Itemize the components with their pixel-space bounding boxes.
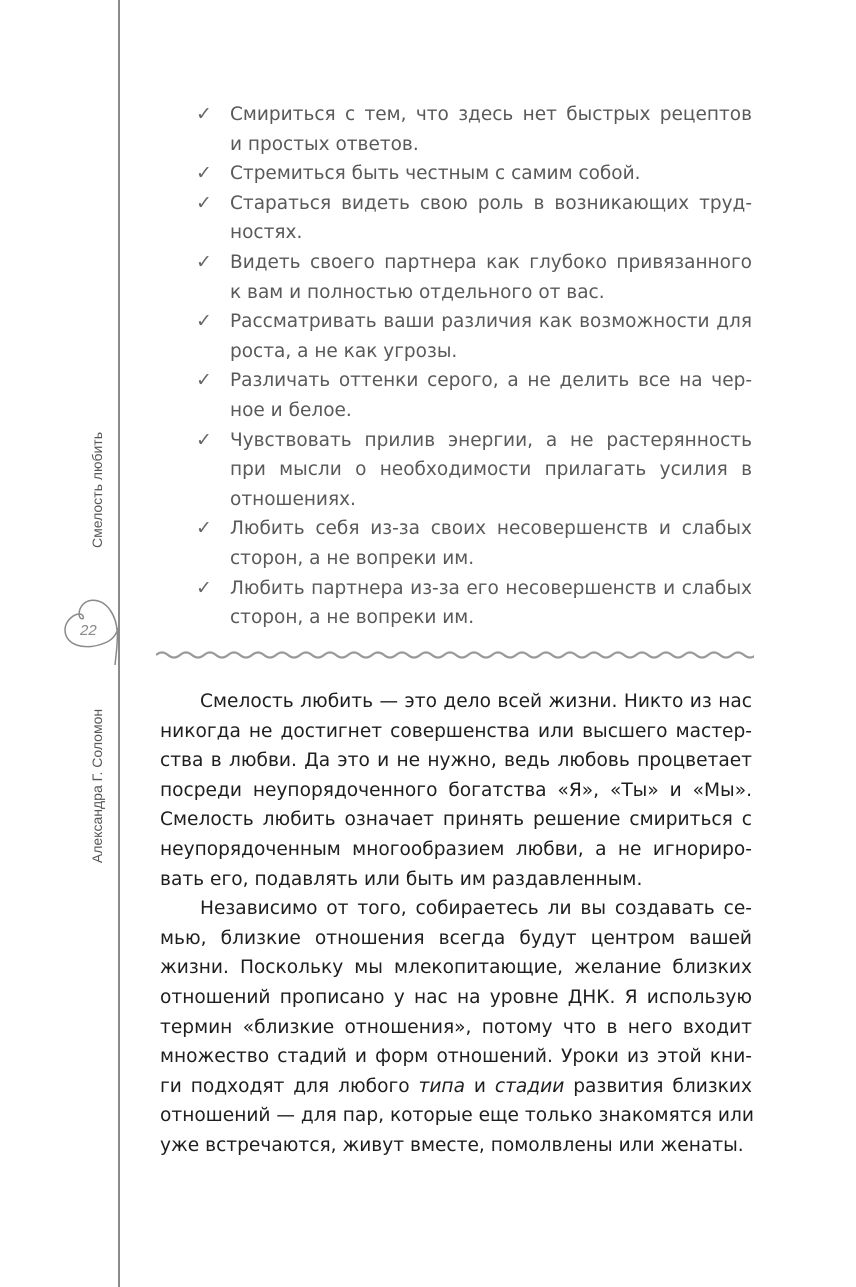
checklist-line: Различать оттенки серого, а не делить все на чер- <box>230 370 752 392</box>
paragraph-line: жизни. Поскольку мы млекопитающие, желание близких <box>160 957 752 979</box>
checkmark-icon: ✓ <box>196 103 212 125</box>
checklist-line: к вам и полностью отдельного от вас. <box>230 281 605 303</box>
body-text <box>160 687 752 1161</box>
checklist-line: при мысли о необходимости прилагать усилия в <box>230 459 752 481</box>
text-run: и <box>464 1075 495 1097</box>
paragraph-line: отношений прописано у нас на уровне ДНК. Я использую <box>160 986 752 1008</box>
checklist-line: Чувствовать прилив энергии, а не растерянность <box>230 429 752 451</box>
paragraph-line: неупорядоченным многообразием любви, а не игнориро- <box>160 838 752 860</box>
checklist <box>196 100 752 633</box>
checkmark-icon: ✓ <box>196 310 212 333</box>
paragraph-line <box>160 1072 752 1102</box>
checkmark-icon: ✓ <box>196 250 212 273</box>
checkmark-icon: ✓ <box>196 517 212 540</box>
paragraph-line: Смелость любить — это дело всей жизни. Никто из нас <box>200 691 752 712</box>
paragraph-line: ства в любви. Да это и не нужно, ведь любовь процветает <box>160 750 752 772</box>
text-run: развития близких <box>564 1075 752 1097</box>
wavy-divider <box>156 648 754 662</box>
running-head-author: Александра Г. Соломон <box>89 708 105 864</box>
checklist-line: ностях. <box>230 222 303 244</box>
checklist-item <box>196 426 752 515</box>
checklist-item <box>196 514 752 573</box>
checklist-line: Стремиться быть честным с самим собой. <box>230 163 641 185</box>
checklist-line: и простых ответов. <box>230 133 419 155</box>
checklist-item <box>196 574 752 633</box>
checkmark-icon: ✓ <box>196 428 212 451</box>
checklist-line: Любить себя из-за своих несовершенств и слабых <box>230 518 752 540</box>
paragraph-line: отношений — для пар, которые еще только знакомятся или <box>160 1105 754 1127</box>
paragraph-line: уже встречаются, живут вместе, помолвлены или женаты. <box>160 1134 744 1156</box>
checkmark-icon: ✓ <box>196 191 212 214</box>
emphasis: типа <box>418 1075 465 1097</box>
checklist-line: Рассматривать ваши различия как возможности для <box>230 311 752 333</box>
checklist-item <box>196 248 752 307</box>
paragraph-line: термин «близкие отношения», потому что в него входит <box>160 1016 752 1038</box>
checkmark-icon: ✓ <box>196 576 212 599</box>
checklist-line: ное и белое. <box>230 399 352 421</box>
paragraph <box>160 894 752 1160</box>
running-head-title: Смелость любить <box>89 432 105 548</box>
checklist-line: отношениях. <box>230 488 356 510</box>
checklist-line: Любить партнера из-за его несовершенств и слабых <box>230 577 752 599</box>
text-run: ги подходят для любого <box>160 1075 419 1097</box>
paragraph-line: никогда не достигнет совершенства или высшего мастер- <box>160 720 752 742</box>
checkmark-icon: ✓ <box>196 162 212 185</box>
paragraph-line: вать его, подавлять или быть им раздавленным. <box>160 868 643 890</box>
checklist-line: сторон, а не вопреки им. <box>230 547 475 569</box>
emphasis: стадии <box>494 1075 565 1097</box>
page-number: 22 <box>80 622 97 639</box>
checklist-line: Стараться видеть свою роль в возникающих труд- <box>230 192 752 214</box>
checklist-line: сторон, а не вопреки им. <box>230 607 475 629</box>
paragraph-line: Смелость любить означает принять решение смириться с <box>160 809 752 831</box>
paragraph-line: посреди неупорядоченного богатства «Я», «Ты» и «Мы». <box>160 779 752 801</box>
checklist-item <box>196 366 752 425</box>
paragraph <box>160 687 752 894</box>
checklist-item <box>196 307 752 366</box>
checkmark-icon: ✓ <box>196 369 212 392</box>
paragraph-line: множество стадий и форм отношений. Уроки из этой кни- <box>160 1046 752 1068</box>
checklist-line: роста, а не как угрозы. <box>230 340 458 362</box>
paragraph-line: Независимо от того, собираетесь ли вы создавать се- <box>200 898 752 920</box>
checklist-item <box>196 189 752 248</box>
checklist-line: Смириться с тем, что здесь нет быстрых рецептов <box>230 104 752 125</box>
checklist-line: Видеть своего партнера как глубоко привязанного <box>230 251 752 273</box>
checklist-item <box>196 100 752 159</box>
checklist-item <box>196 159 752 189</box>
paragraph-line: мью, близкие отношения всегда будут центром вашей <box>160 927 752 949</box>
